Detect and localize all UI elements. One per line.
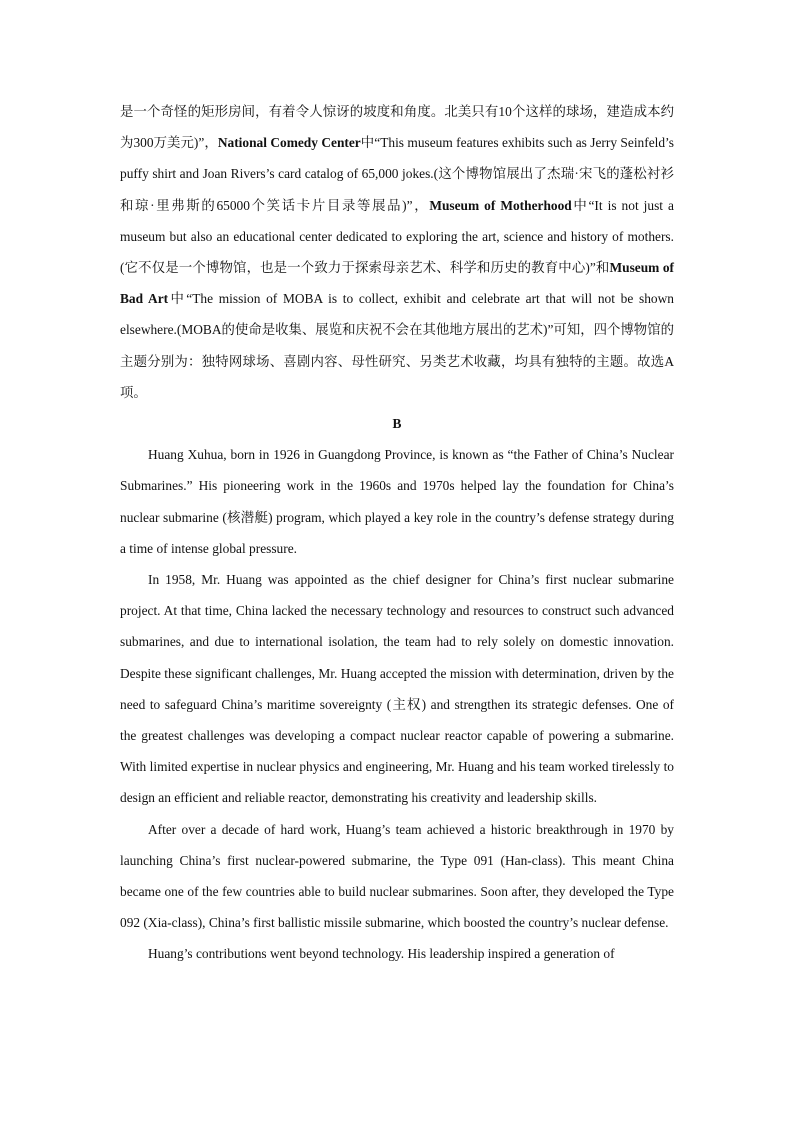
- section-heading-b: B: [392, 416, 402, 432]
- explanation-text-3: 中“It is not just a museum but also an educational center dedicated to exploring the art, science and history of mothers.(它不仅是一个博物馆，也是一个致力于探索母亲艺术、科学和历史的教育中心)”和: [120, 197, 674, 276]
- explanation-text-4: 中“The mission of MOBA is to collect, exhibit and celebrate art that will not be shown elsewhere.(MOBA的使命是收集、展览和庆祝不会在其他地方展出的艺术)”可知，四个博物馆的主题分别为：独特网球场、喜剧内容、母性研究、另类艺术收藏，均具有独特的主题。故选A项。: [120, 291, 674, 400]
- answer-explanation-paragraph: [120, 96, 674, 408]
- passage-paragraph-4: Huang’s contributions went beyond technology. His leadership inspired a generation of: [148, 946, 615, 962]
- passage-paragraph-2: In 1958, Mr. Huang was appointed as the chief designer for China’s first nuclear submarine project. At that time, China lacked the necessary technology and resources to construct such advanced submarines, and due to international isolation, the team had to rely solely on domestic innovation. Despite these significant challenges, Mr. Huang accepted the mission with determination, driven by the need to safeguard China’s maritime sovereignty (主权) and strengthen its strategic defenses. One of the greatest challenges was developing a compact nuclear reactor capable of powering a submarine. With limited expertise in nuclear physics and engineering, Mr. Huang and his team worked tirelessly to design an efficient and reliable reactor, demonstrating his creativity and leadership skills.: [120, 572, 674, 806]
- passage-paragraph-1: Huang Xuhua, born in 1926 in Guangdong Province, is known as “the Father of China’s Nuclear Submarines.” His pioneering work in the 1960s and 1970s helped lay the foundation for China’s nuclear submarine (核潜艇) program, which played a key role in the country’s defense strategy during a time of intense global pressure.: [120, 447, 674, 556]
- passage-paragraph-3: After over a decade of hard work, Huang’s team achieved a historic breakthrough in 1970 by launching China’s first nuclear-powered submarine, the Type 091 (Han-class). This meant China became one of the few countries able to build nuclear submarines. Soon after, they developed the Type 092 (Xia-class), China’s first ballistic missile submarine, which boosted the country’s nuclear defense.: [120, 821, 674, 931]
- museum-name-museum-of-bad-art: Museum of Bad Art: [120, 260, 674, 307]
- document-page: [120, 96, 674, 970]
- museum-name-national-comedy-center: National Comedy Center: [217, 135, 361, 151]
- museum-name-museum-of-motherhood: Museum of Motherhood: [429, 197, 572, 213]
- explanation-text-2: 中“This museum features exhibits such as Jerry Seinfeld’s puffy shirt and Joan Rivers’s card catalog of 65,000 jokes.(这个博物馆展出了杰瑞·宋飞的蓬松衬衫和琼·里弗斯的65000个笑话卡片目录等展品)”，: [120, 135, 674, 213]
- explanation-text-1: 是一个奇怪的矩形房间，有着令人惊讶的坡度和角度。北美只有10个这样的球场，建造成本约为300万美元)”，: [120, 104, 674, 151]
